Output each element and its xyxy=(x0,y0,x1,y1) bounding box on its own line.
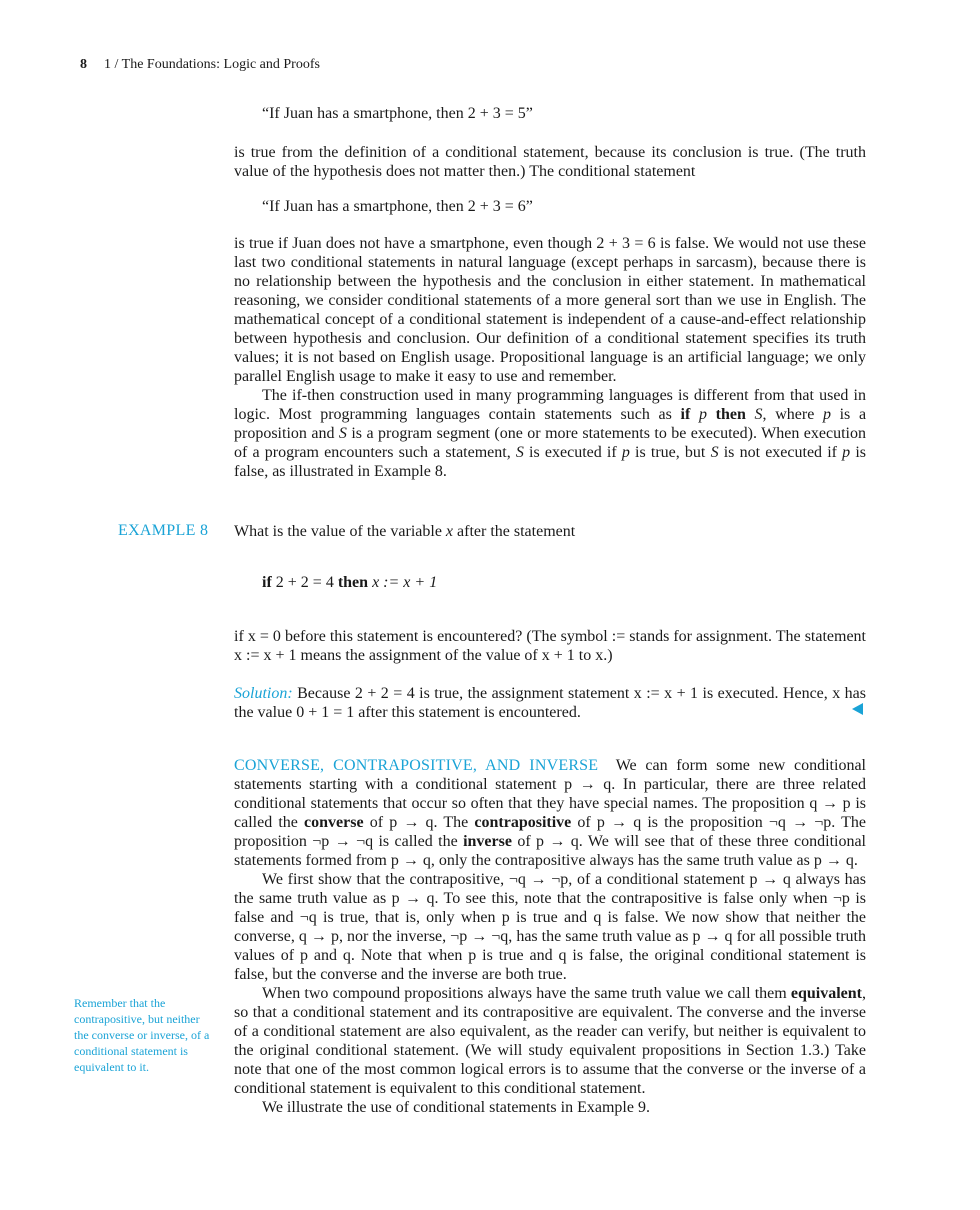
example-question-cont: if x = 0 before this statement is encountered? (The symbol := stands for assignment. The statement x := x + 1 means the assignment of the value of x + 1 to x.) xyxy=(234,628,866,664)
section-intro-paragraph: CONVERSE, CONTRAPOSITIVE, AND INVERSE We can form some new conditional statements starting with a conditional statement p → q. In particular, there are three related conditional statements that occur so often that they have special names. The proposition q → p is called the converse of p → q. The contrapositive of p → q is the proposition ¬q → ¬p. The proposition ¬p → ¬q is called the inverse of p → q. We will see that of these three conditional statements formed from p → q, only the contrapositive always has the same truth value as p → q. xyxy=(234,757,867,869)
paragraph-if-then-programming: The if-then construction used in many programming languages is different from that used in logic. Most programming languages contain statements such as if p then S, where p is a proposition and S is a program segment (one or more statements to be executed). When execution of a program encounters such a statement, S is executed if p is true, but S is not executed if p is false, as illustrated in Example 8. xyxy=(234,387,867,480)
example-end-triangle-icon xyxy=(852,703,863,715)
quoted-statement-1: “If Juan has a smartphone, then 2 + 3 = 5” xyxy=(262,105,533,122)
solution-label: Solution: xyxy=(234,685,293,702)
page-number: 8 xyxy=(80,57,87,72)
paragraph-truth-conclusion: is true from the definition of a conditional statement, because its conclusion is true. (The truth value of the hypothesis does not matter then.) The conditional statement xyxy=(234,144,866,180)
paragraph-equivalent: When two compound propositions always have the same truth value we call them equivalent, so that a conditional statement and its contrapositive are equivalent. The converse and the inverse of a conditional statement are also equivalent, as the reader can verify, but neither is equivalent to the original conditional statement. (We will study equivalent propositions in Section 1.3.) Take note that one of the most common logical errors is to assume that the converse or the inverse of a conditional statement is equivalent to this conditional statement. xyxy=(234,985,866,1097)
example-label: EXAMPLE 8 xyxy=(118,522,209,539)
example-question: What is the value of the variable x after the statement xyxy=(234,523,576,540)
running-head: 1 / The Foundations: Logic and Proofs xyxy=(104,57,320,72)
paragraph-example-9-intro: We illustrate the use of conditional statements in Example 9. xyxy=(262,1099,650,1116)
example-solution: Solution: Because 2 + 2 = 4 is true, the assignment statement x := x + 1 is executed. Hence, x has the value 0 + 1 = 1 after this statement is encountered. xyxy=(234,685,866,721)
paragraph-contrapositive-proof: We first show that the contrapositive, ¬q → ¬p, of a conditional statement p → q always has the same truth value as p → q. To see this, note that the contrapositive is false only when ¬p is false and ¬q is true, that is, only when p is true and q is false. We now show that neither the converse, q → p, nor the inverse, ¬p → ¬q, has the same truth value as p → q for all possible truth values of p and q. Note that when p is true and q is false, the original conditional statement is false, but the converse and the inverse are both true. xyxy=(234,871,866,983)
section-heading: CONVERSE, CONTRAPOSITIVE, AND INVERSE xyxy=(234,757,599,774)
quoted-statement-2: “If Juan has a smartphone, then 2 + 3 = 6” xyxy=(262,198,533,215)
paragraph-natural-language: is true if Juan does not have a smartphone, even though 2 + 3 = 6 is false. We would not use these last two conditional statements in natural language (except perhaps in sarcasm), because there is no relationship between the hypothesis and the conclusion in either statement. In mathematical reasoning, we consider conditional statements of a more general sort than we use in English. The mathematical concept of a conditional statement is independent of a cause-and-effect relationship between hypothesis and conclusion. Our definition of a conditional statement specifies its truth values; it is not based on English usage. Propositional language is an artificial language; we only parallel English usage to make it easy to use and remember. xyxy=(234,235,866,385)
margin-note: Remember that the contrapositive, but neither the converse or inverse, of a conditional statement is equivalent to it. xyxy=(74,996,210,1074)
example-code-statement: if 2 + 2 = 4 then x := x + 1 xyxy=(262,574,438,591)
